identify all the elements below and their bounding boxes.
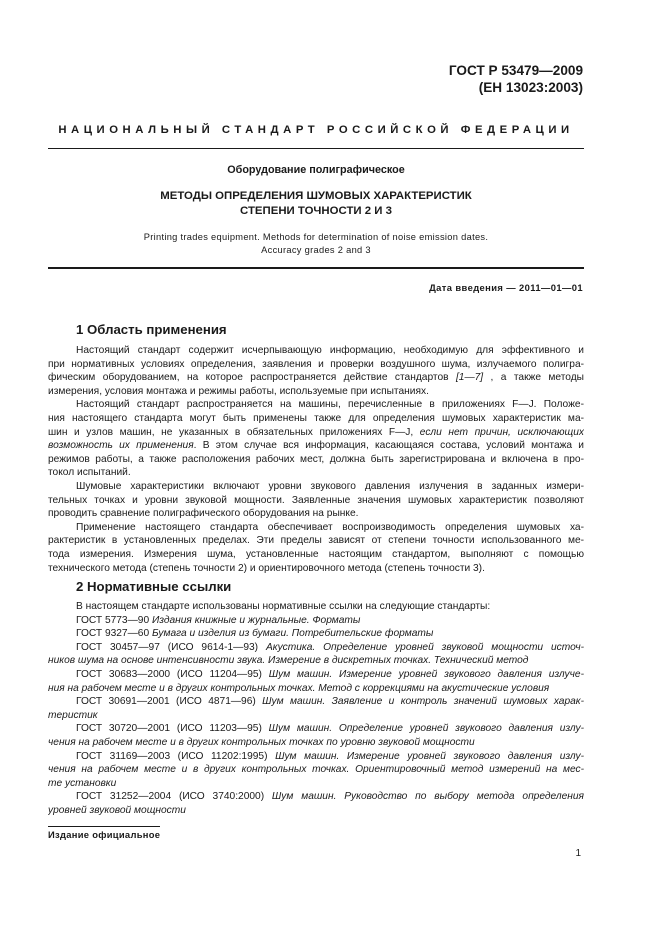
section-heading-scope: 1 Область применения [76, 322, 227, 337]
text-line: ГОСТ 30691—2001 (ИСО 4871—96) Шум машин. Заявление и контроль значений шумовых харак- [76, 696, 584, 708]
title-divider [48, 267, 584, 269]
text-line: Настоящий стандарт распространяется на машины, перечисленные в приложениях F—J. Положе- [76, 399, 584, 411]
text-line: режимов работы, а также расположения рабочих мест, должна быть зарегистрирована и включена в про- [48, 453, 584, 465]
title-category: Оборудование полиграфическое [227, 164, 405, 176]
introduction-date: Дата введения — 2011—01—01 [429, 282, 583, 293]
text-line: при нормативных условиях определения, заявления и проверки воздушного шума, излучаемого полигра- [48, 358, 584, 370]
text-line: ГОСТ 30683—2000 (ИСО 11204—95) Шум машин. Измерение уровней звукового давления излуче- [76, 668, 584, 680]
text-line: ния на рабочем месте и в других контрольных точках. Метод с коррекциями на акустические условия [48, 682, 550, 694]
section-references-body [48, 600, 584, 818]
text-line: шин и узлов машин, не указанных в обязательных приложениях F—J, если нет причин, исключающих [48, 426, 584, 438]
text-line: теристик [48, 709, 98, 721]
text-line: Шумовые характеристики включают уровни звукового давления излучения в заданных измери- [76, 480, 584, 492]
text-line: Применение настоящего стандарта обеспечивает воспроизводимость определения шумовых ха- [76, 521, 584, 533]
section-heading-references: 2 Нормативные ссылки [76, 579, 232, 594]
text-line: ния настоящего стандарта могут быть применены также для определения шумовых характеристик ма- [48, 412, 584, 424]
standard-designation [449, 62, 583, 96]
text-line: чения на рабочем месте и в других контрольных точках по уровню звуковой мощности [48, 736, 475, 748]
standard-en-equivalent: (ЕН 13023:2003) [478, 80, 583, 95]
title-line-1: МЕТОДЫ ОПРЕДЕЛЕНИЯ ШУМОВЫХ ХАРАКТЕРИСТИК [160, 190, 472, 202]
text-line: Настоящий стандарт содержит исчерпывающую информацию, необходимую для эффективного и [76, 345, 584, 356]
text-line: технического метода (степень точности 2) и ориентировочного метода (степень точности 3). [48, 562, 485, 574]
text-line: тельных точках и уровни звуковой мощности. Заявленные значения шумовых характеристик позволяют [48, 494, 584, 506]
text-line: ГОСТ 31169—2003 (ИСО 11202:1995) Шум машин. Измерение уровней звукового давления излу- [76, 750, 584, 762]
document-title [48, 189, 584, 219]
text-line: фическим оборудованием, на которое распространяется действие стандартов [1—7] , а также методы [48, 372, 584, 384]
footer-divider [48, 826, 160, 827]
text-line: ГОСТ 9327—60 Бумага и изделия из бумаги. Потребительские форматы [76, 628, 434, 640]
text-line: уровней звуковой мощности [48, 804, 186, 816]
standard-code: ГОСТ Р 53479—2009 [448, 63, 583, 78]
text-line: ГОСТ 5773—90 Издания книжные и журнальные. Форматы [76, 614, 361, 626]
text-line: те установки [48, 777, 117, 789]
text-line: проводить сравнение полиграфического оборудования на рынке. [48, 508, 359, 520]
title-line-2: СТЕПЕНИ ТОЧНОСТИ 2 И 3 [240, 205, 392, 217]
text-line: ГОСТ 30720—2001 (ИСО 11203—95) Шум машин. Определение уровней звукового давления излу- [76, 723, 584, 735]
text-line: измерения, условия монтажа и режимы работы, используемые при испытаниях. [48, 385, 429, 397]
text-line: ников шума на основе интенсивности звука. Измерение в дискретных точках. Технический метод [48, 655, 529, 667]
english-title-line-2: Accuracy grades 2 and 3 [261, 244, 371, 255]
english-title [48, 231, 584, 256]
top-divider [48, 148, 584, 149]
page-number: 1 [575, 848, 581, 859]
text-line: В настоящем стандарте использованы нормативные ссылки на следующие стандарты: [76, 601, 491, 612]
english-title-line-1: Printing trades equipment. Methods for determination of noise emission dates. [143, 232, 489, 242]
text-line: токол испытаний. [48, 467, 131, 479]
section-scope-body [48, 344, 584, 575]
text-line: ГОСТ 30457—97 (ИСО 9614-1—93) Акустика. Определение уровней звуковой мощности источ- [76, 641, 584, 653]
text-line: чения на рабочем месте и в других контрольных точках. Ориентировочный метод измерений на мес- [48, 764, 584, 776]
text-line: тода измерения. Измерения шума, установленные настоящим стандартом, выполняют с помощью [48, 548, 584, 560]
national-standard-banner: НАЦИОНАЛЬНЫЙ СТАНДАРТ РОССИЙСКОЙ ФЕДЕРАЦИИ [58, 124, 574, 136]
text-line: возможность их применения. В этом случае вся информация, касающаяся состава, условий монтажа и [48, 440, 584, 452]
text-line: рактеристик в установленных пределах. Эти пределы зависят от степени точности использованного ме- [48, 535, 584, 547]
official-edition-label: Издание официальное [48, 829, 161, 840]
text-line: ГОСТ 31252—2004 (ИСО 3740:2000) Шум машин. Руководство по выбору метода определения [76, 791, 584, 803]
